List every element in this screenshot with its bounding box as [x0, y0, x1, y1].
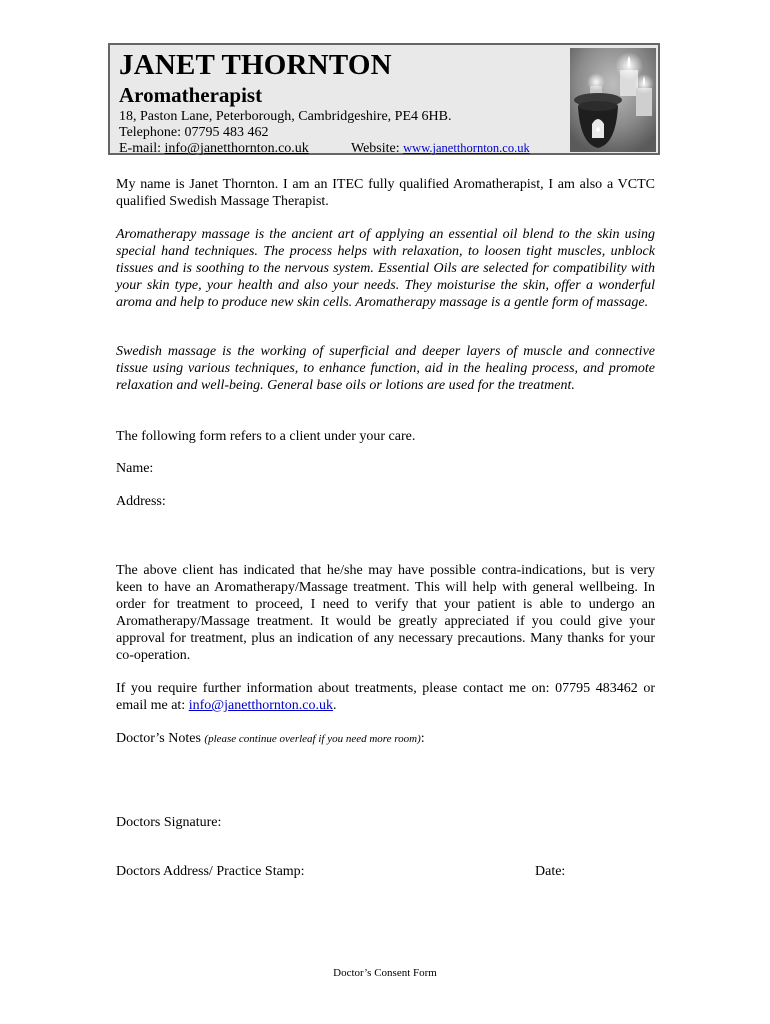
candle-oil-burner-photo: [570, 48, 656, 152]
website-line: [351, 141, 530, 157]
telephone: Telephone: 07795 483 462: [119, 125, 269, 140]
form-intro: The following form refers to a client under your care.: [116, 429, 416, 444]
doctors-notes-label: [116, 731, 425, 747]
letterhead: [108, 43, 660, 155]
intro-paragraph: My name is Janet Thornton. I am an ITEC fully qualified Aromatherapist, I am also a VCTC qualified Swedish Massage Therapist.: [116, 177, 655, 209]
therapist-name: JANET THORNTON: [119, 49, 392, 81]
doctors-signature-label: Doctors Signature:: [116, 815, 222, 830]
doctors-notes-hint: (please continue overleaf if you need more room): [204, 733, 421, 745]
doctors-notes-text: Doctor’s Notes: [116, 731, 205, 746]
further-info-text: If you require further information about treatments, please contact me on: 07795 483462 or email me at:: [116, 681, 655, 713]
postal-address: 18, Paston Lane, Peterborough, Cambridgeshire, PE4 6HB.: [119, 109, 452, 124]
therapist-title: Aromatherapist: [119, 83, 263, 107]
swedish-massage-description: Swedish massage is the working of superficial and deeper layers of muscle and connective tissue using various techniques, to enhance function, aid in the healing process, and promote relaxation and well-being. General base oils or lotions are used for the treatment.: [116, 344, 655, 393]
email-line: [119, 141, 309, 157]
website-link[interactable]: www.janetthornton.co.uk: [403, 141, 530, 155]
address-field-label: Address:: [116, 494, 166, 509]
page-footer: Doctor’s Consent Form: [333, 967, 437, 979]
name-field-label: Name:: [116, 461, 154, 476]
practice-stamp-label: Doctors Address/ Practice Stamp:: [116, 864, 305, 879]
contact-email-link[interactable]: info@janetthornton.co.uk: [188, 698, 334, 713]
email-label: E-mail:: [119, 141, 165, 156]
aromatherapy-description: Aromatherapy massage is the ancient art of applying an essential oil blend to the skin using special hand techniques. The process helps with relaxation, to loosen tight muscles, unblock tissues and is soothing to the nervous system. Essential Oils are selected for compatibility with your skin type, your health and also your needs. They moisturise the skin, offer a wonderful aroma and help to produce new skin cells. Aromatherapy massage is a gentle form of massage.: [116, 227, 655, 310]
website-label: Website:: [351, 141, 404, 156]
further-info-end: .: [333, 698, 337, 713]
contra-indications-paragraph: The above client has indicated that he/she may have possible contra-indications, but is very keen to have an Aromatherapy/Massage treatment. This will help with general wellbeing. In order for treatment to proceed, I need to verify that your patient is able to undergo an Aromatherapy/Massage treatment. It would be greatly appreciated if you could give your approval for treatment, plus an indication of any necessary precautions. Many thanks for your co-operation.: [116, 563, 655, 663]
email-text: info@janetthornton.co.uk: [164, 141, 309, 156]
doctors-notes-colon: :: [420, 731, 425, 746]
date-label: Date:: [535, 864, 566, 879]
further-info-paragraph: [116, 680, 655, 714]
